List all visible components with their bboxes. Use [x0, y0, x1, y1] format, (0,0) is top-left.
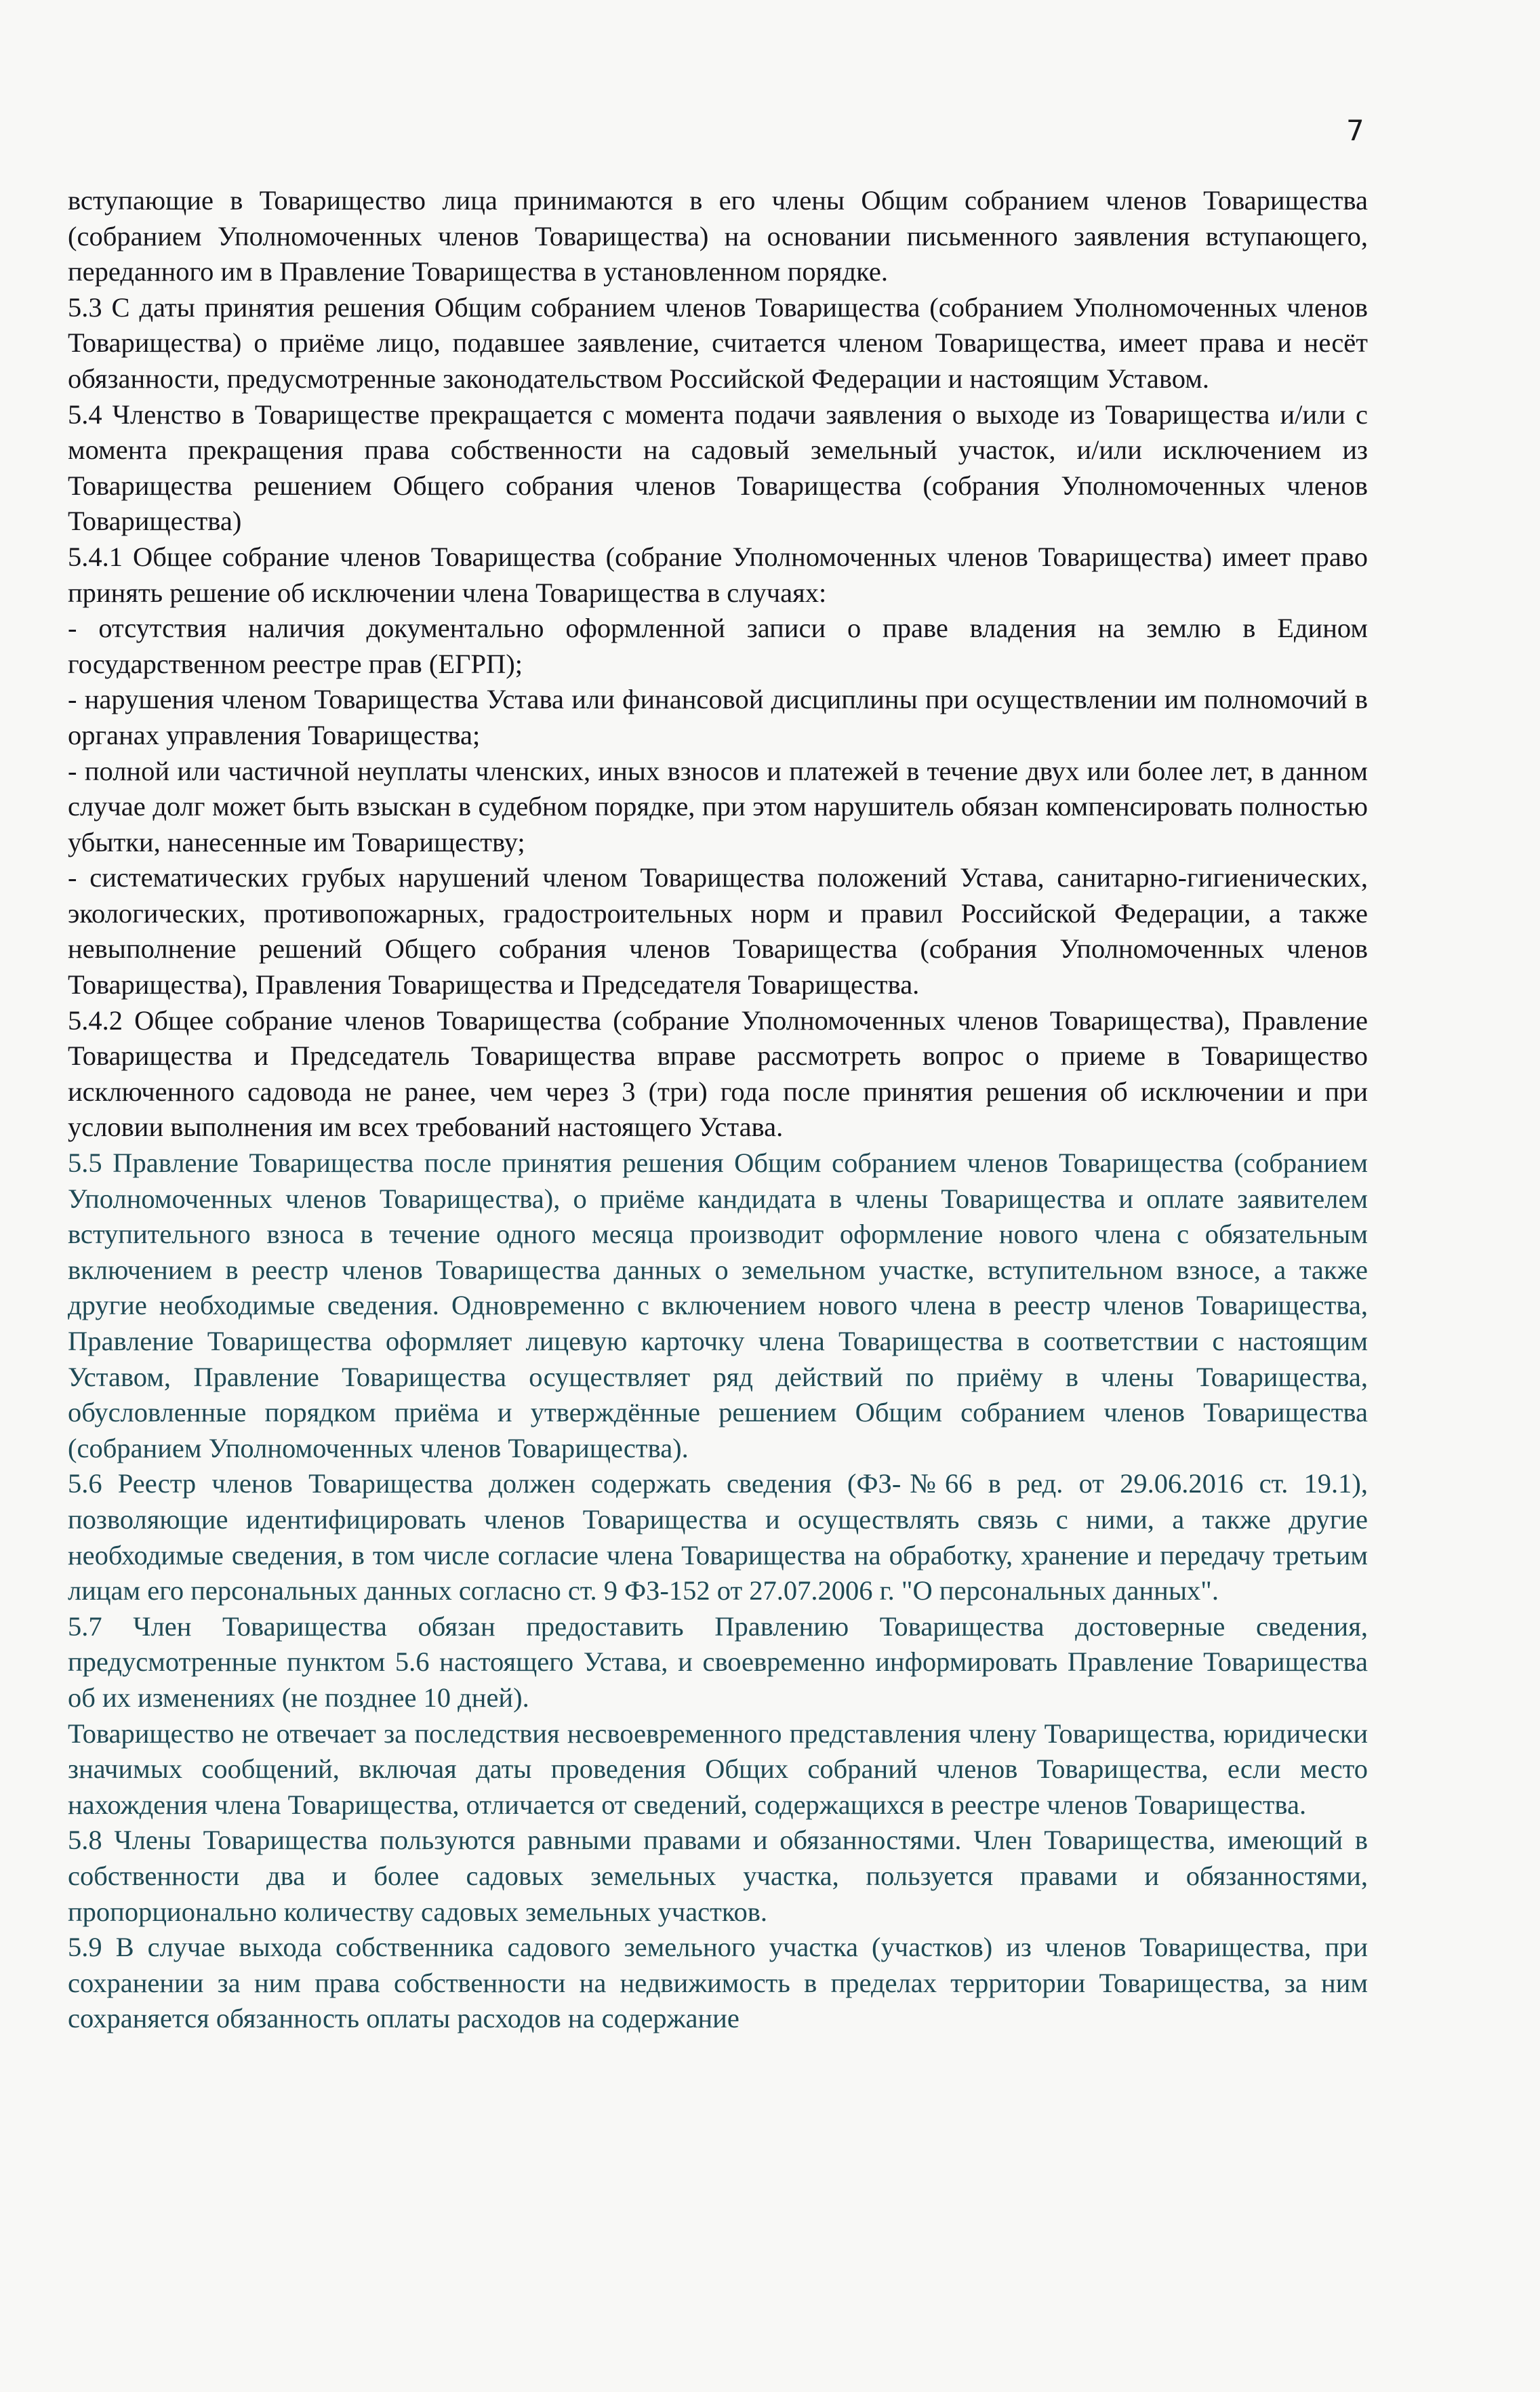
paragraph-5-4-2: 5.4.2 Общее собрание членов Товарищества (собрание Уполномоченных членов Товарищества), Правление Товарищества и Председатель Товарищества вправе рассмотреть вопрос о приеме в Товарищество исключенного садовода не ранее, чем через 3 (три) года после принятия решения об исключении и при условии выполнения им всех требований настоящего Устава.	[68, 1005, 1368, 1143]
paragraph-5-4: 5.4 Членство в Товариществе прекращается с момента подачи заявления о выходе из Товарищества и/или с момента прекращения права собственности на садовый земельный участок, и/или исключением из Товарищества решением Общего собрания членов Товарищества (собрания Уполномоченных членов Товарищества)	[68, 399, 1368, 537]
paragraph-5-5: 5.5 Правление Товарищества после принятия решения Общим собранием членов Товарищества (собранием Уполномоченных членов Товарищества), о приёме кандидата в члены Товарищества и оплате заявителем вступительного взноса в течение одного месяца производит оформление нового члена с обязательным включением в реестр членов Товарищества данных о земельном участке, вступительном взносе, а также другие необходимые сведения. Одновременно с включением нового члена в реестр членов Товарищества, Правление Товарищества оформляет лицевую карточку члена Товарищества в соответствии с настоящим Уставом, Правление Товарищества осуществляет ряд действий по приёму в члены Товарищества, обусловленные порядком приёма и утверждённые решением Общим собранием членов Товарищества (собранием Уполномоченных членов Товарищества).	[68, 1148, 1368, 1463]
paragraph-5-4-1: 5.4.1 Общее собрание членов Товарищества (собрание Уполномоченных членов Товарищества) имеет право принять решение об исключении члена Товарищества в случаях:	[68, 541, 1368, 608]
paragraph-5-8: 5.8 Члены Товарищества пользуются равными правами и обязанностями. Член Товарищества, имеющий в собственности два и более садовых земельных участка, пользуется правами и обязанностями, пропорционально количеству садовых земельных участков.	[68, 1825, 1368, 1927]
paragraph-5-6: 5.6 Реестр членов Товарищества должен содержать сведения (ФЗ-№66 в ред. от 29.06.2016 ст. 19.1), позволяющие идентифицировать членов Товарищества и осуществлять связь с ними, а также другие необходимые сведения, в том числе согласие члена Товарищества на обработку, хранение и передачу третьим лицам его персональных данных согласно ст. 9 ФЗ-152 от 27.07.2006 г. "О персональных данных".	[68, 1468, 1368, 1606]
paragraph-5-3: 5.3 С даты принятия решения Общим собранием членов Товарищества (собранием Уполномоченных членов Товарищества) о приёме лицо, подавшее заявление, считается членом Товарищества, имеет права и несёт обязанности, предусмотренные законодательством Российской Федерации и настоящим Уставом.	[68, 291, 1368, 394]
paragraph-5-2-continuation: вступающие в Товарищество лица принимаются в его члены Общим собранием членов Товарищества (собранием Уполномоченных членов Товарищества) на основании письменного заявления вступающего, переданного им в Правление Товарищества в установленном порядке.	[68, 185, 1368, 287]
page-number: 7	[1346, 114, 1364, 147]
paragraph-5-7-note: Товарищество не отвечает за последствия несвоевременного представления члену Товарищества, юридически значимых сообщений, включая даты проведения Общих собраний членов Товарищества, если место нахождения члена Товарищества, отличается от сведений, содержащихся в реестре членов Товарищества.	[68, 1718, 1368, 1820]
paragraph-5-9: 5.9 В случае выхода собственника садового земельного участка (участков) из членов Товарищества, при сохранении за ним права собственности на недвижимость в пределах территории Товарищества, за ним сохраняется обязанность оплаты расходов на содержание	[68, 1932, 1368, 2034]
list-item-egrp: - отсутствия наличия документально оформленной записи о праве владения на землю в Едином государственном реестре прав (ЕГРП);	[68, 613, 1368, 679]
list-item-violations: - систематических грубых нарушений членом Товарищества положений Устава, санитарно-гигиенических, экологических, противопожарных, градостроительных норм и правил Российской Федерации, а также невыполнение решений Общего собрания членов Товарищества (собрания Уполномоченных членов Товарищества), Правления Товарищества и Председателя Товарищества.	[68, 862, 1368, 1000]
paragraph-5-7: 5.7 Член Товарищества обязан предоставить Правлению Товарищества достоверные сведения, предусмотренные пунктом 5.6 настоящего Устава, и своевременно информировать Правление Товарищества об их изменениях (не позднее 10 дней).	[68, 1610, 1368, 1713]
list-item-nonpayment: - полной или частичной неуплаты членских, иных взносов и платежей в течение двух или более лет, в данном случае долг может быть взыскан в судебном порядке, при этом нарушитель обязан компенсировать полностью убытки, нанесенные им Товариществу;	[68, 755, 1368, 857]
list-item-discipline: - нарушения членом Товарищества Устава или финансовой дисциплины при осуществлении им полномочий в органах управления Товарищества;	[68, 684, 1368, 750]
document-body	[68, 183, 1368, 2037]
